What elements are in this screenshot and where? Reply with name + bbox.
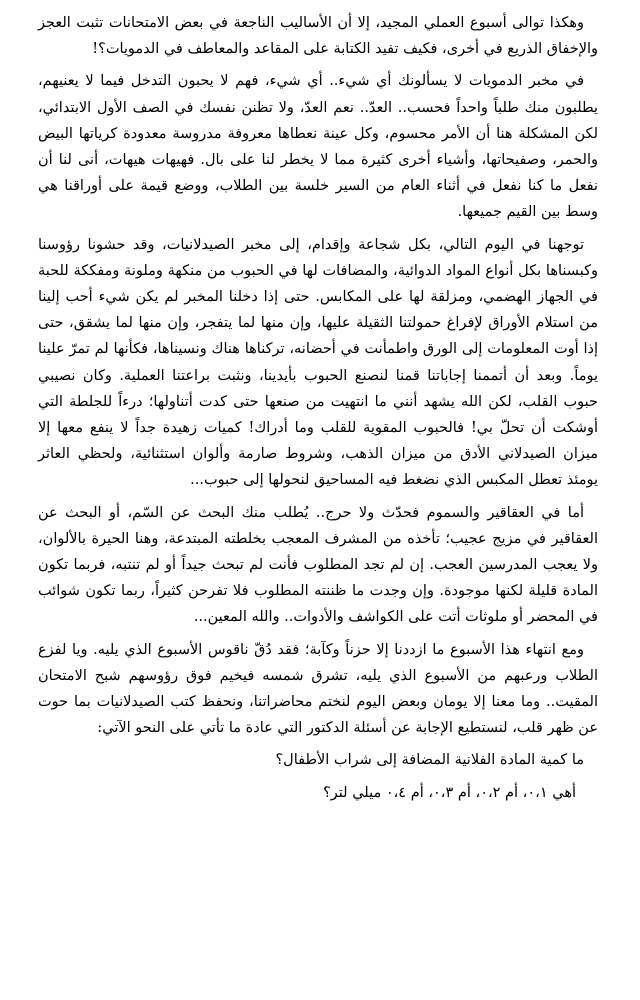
paragraph-2: في مخبر الدمويات لا يسألونك أي شيء.. أي شيء، فهم لا يحبون التدخل فيما لا يعنيهم، يطلبون منك طلباً واحداً فحسب.. العدّ.. نعم العدّ، ولا تظنن نفسك في الصف الأول الابتدائي، لكن المشكلة هنا أن الأمر محسوم، وكل عينة نعطاها معروفة مدروسة معدودة كرياتها البيض والحمر، وصفيحاتها، وأشياء أخرى كثيرة مما لا يخطر لنا على بال. فهيهات هيهات، أنى لنا أن نفعل ما كنا نفعل في أثناء العام من السير خلسة بين الطلاب، ووضع قيمة على أوراقنا هي وسط بين القيم جميعها.: [38, 73, 598, 221]
paragraph-1: وهكذا توالى أسبوع العملي المجيد، إلا أن الأساليب الناجعة في بعض الامتحانات تثبت العجز والإخفاق الذريع في أخرى، فكيف تفيد الكتابة على المقاعد والمعاطف في الدمويات؟!: [38, 15, 598, 58]
paragraph-4: أما في العقاقير والسموم فحدّث ولا حرج.. يُطلب منك البحث عن السّم، أو البحث عن العقاقير في مزيج عجيب؛ تأخذه من المشرف المعجب بخلطته المبتدعة، وهنا الحيرة بالألوان، ولا يعجب المدرسين العجب. إن لم تجد المطلوب فأنت لم تبحث جيداً أو لم تنتبه، فربما تكون المادة قليلة لكنها موجودة. وإن وجدت ما ظننته المطلوب فلا تفرحن كثيراً، ربما تكون شوائب في المحضر أو ملوثات أتت على الكواشف والأدوات.. والله المعين...: [38, 504, 598, 626]
exam-options: أهي ٠،١، أم ٠،٢، أم ٠،٣، أم ٠،٤ ميلي لتر؟: [323, 784, 576, 801]
exam-question: ما كمية المادة الفلانية المضافة إلى شراب الأطفال؟: [275, 752, 584, 769]
paragraph-5: ومع انتهاء هذا الأسبوع ما ازددنا إلا حزناً وكآبة؛ فقد دُقّ ناقوس الأسبوع الذي يليه. ويا لفزع الطلاب ورعبهم من الأسبوع الذي يليه، تشرق شمسه فيخيم فوق رؤوسهم شبح الامتحان المقيت.. وما معنا إلا يومان وبعض اليوم لنختم محاضراتنا، ونحفظ كتب الصيدلانيات بما حوت عن ظهر قلب، لنستطيع الإجابة عن أسئلة الدكتور التي عادة ما تأتي على النحو الآتي:: [38, 641, 598, 737]
paragraph-3: توجهنا في اليوم التالي، بكل شجاعة وإقدام، إلى مخبر الصيدلانيات، وقد حشونا رؤوسنا وكبسناها بكل أنواع المواد الدوائية، والمضافات لها في الحبوب من منكهة وملونة ومفككة للحبة في الجهاز الهضمي، ومزلقة لها على المكابس. حتى إذا دخلنا المخبر لم يكن شيء أحب إلينا من استلام الأوراق لإفراغ حمولتنا الثقيلة عليها، وإن منها لما يتفجر، وإن منها لما يشقق، حتى إذا أوت المعلومات إلى الورق واطمأنت في أحضانه، تركناها هناك ونسيناها، فكأنها لم تمرّ علينا يوماً. وبعد أن أتممنا إجاباتنا قمنا لنصنع الحبوب بأيدينا، ونثبت براعتنا العملية. وكان نصيبي حبوب القلب، لكن الله يشهد أنني ما انتهيت من صنعها حتى كدت أتناولها؛ درءاً للجلطة التي أوشكت أن تحلّ بي! فالحبوب المقوية للقلب وما أدراك! كميات زهيدة جداً لا ينفع معها إلا ميزان الصيدلاني الأدق من ميزان الذهب، وشروط صارمة وألوان استثنائية، ولحظي العاثر يومئذ تعطل المكبس الذي نضغط فيه المساحيق لنحولها إلى حبوب...: [38, 236, 598, 489]
document-page: [38, 10, 598, 806]
